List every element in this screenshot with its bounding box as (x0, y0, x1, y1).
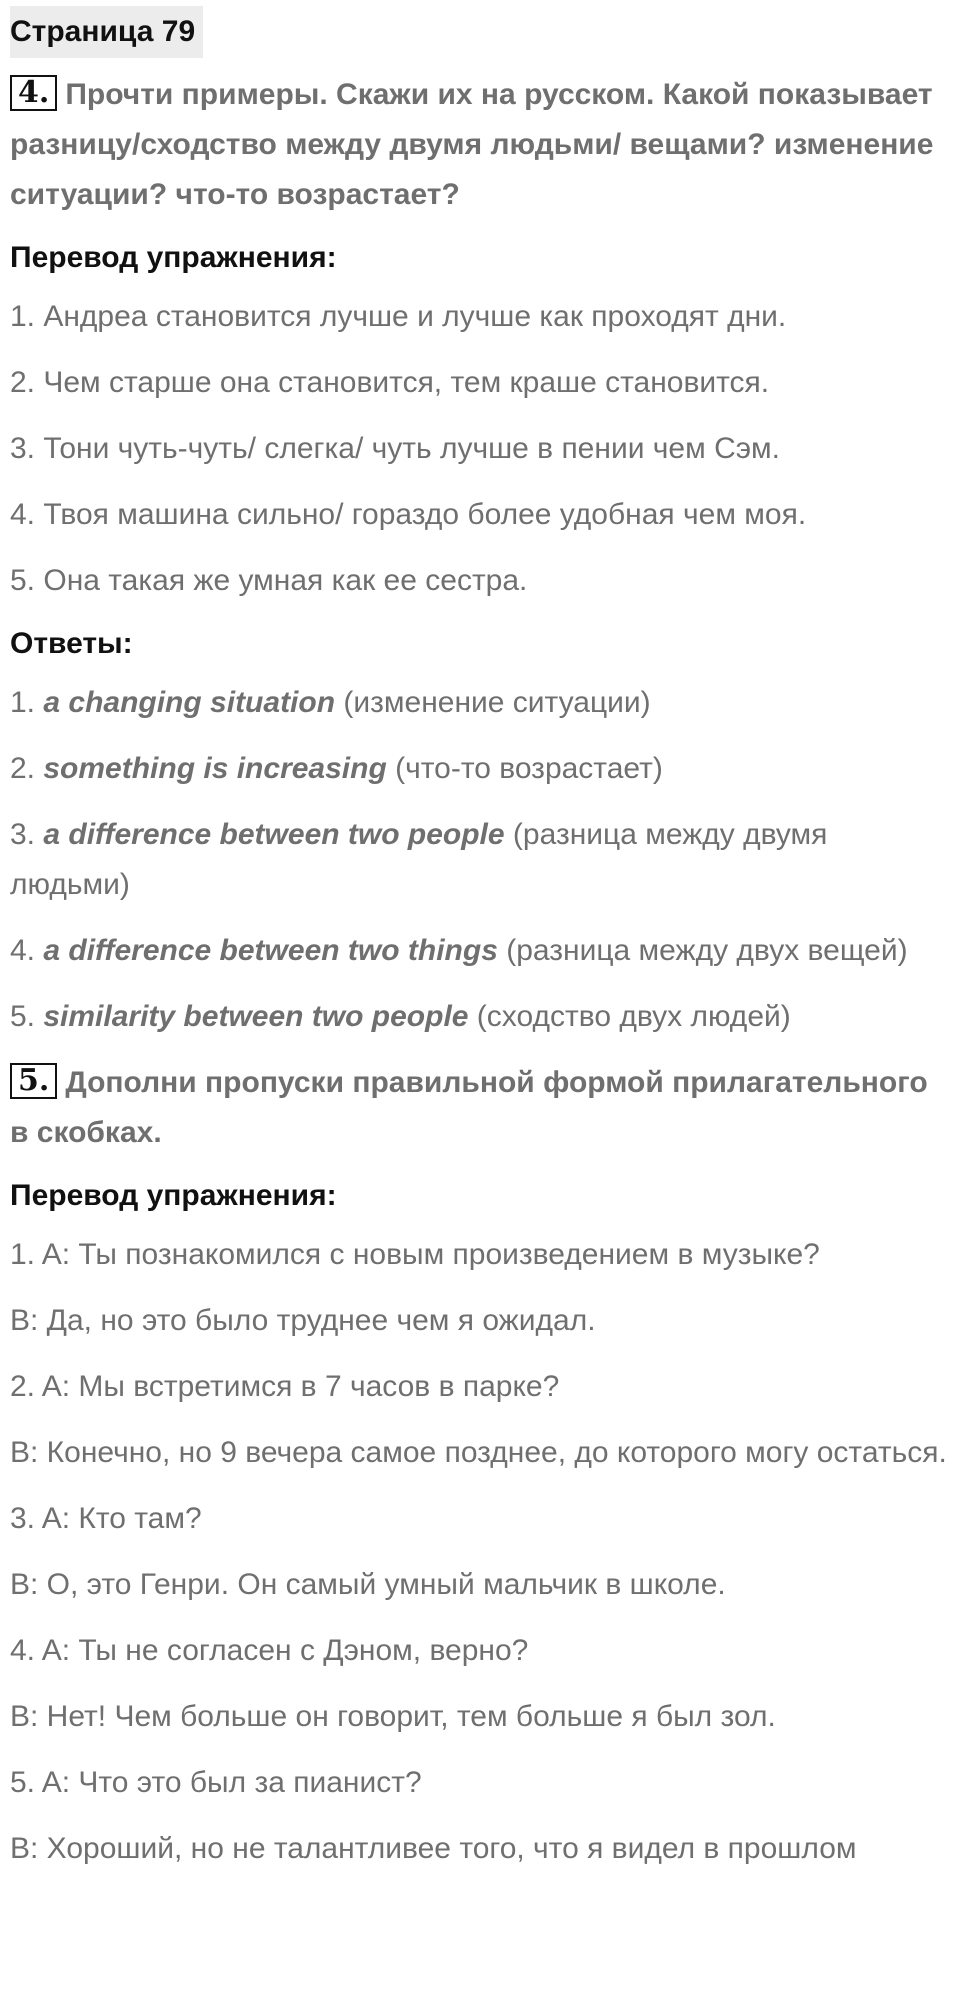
task-4-instruction: Прочти примеры. Скажи их на русском. Какой показывает разницу/сходство между двумя людьми/ вещами? изменение ситуации? что-то возрастает? (10, 78, 934, 211)
answer-item (10, 926, 950, 976)
task-4-translation-line: 3. Тони чуть-чуть/ слегка/ чуть лучше в пении чем Сэм. (10, 432, 780, 465)
task-5-title (10, 1058, 950, 1158)
answer-english: similarity between two people (43, 1000, 469, 1033)
task-5-instruction: Дополни пропуски правильной формой прилагательного в скобках. (10, 1066, 928, 1149)
dialogue-line: 4. A: Ты не согласен с Дэном, верно? (10, 1634, 529, 1667)
dialogue-line: B: Да, но это было труднее чем я ожидал. (10, 1304, 596, 1337)
dialogue-line: 1. A: Ты познакомился с новым произведением в музыке? (10, 1238, 820, 1271)
dialogue-line: B: Нет! Чем больше он говорит, тем больше я был зол. (10, 1700, 776, 1733)
task-4-answers-heading: Ответы: (10, 627, 133, 660)
answer-english: something is increasing (43, 752, 387, 785)
task-4-translation-line: 2. Чем старше она становится, тем краше становится. (10, 366, 770, 399)
answer-english: a difference between two people (43, 818, 505, 851)
answer-russian: (разница между двумя людьми) (10, 818, 828, 901)
task-4-number: 4. (10, 75, 57, 111)
task-4-translation-heading: Перевод упражнения: (10, 241, 337, 274)
dialogue-line: B: О, это Генри. Он самый умный мальчик в школе. (10, 1568, 726, 1601)
page-title: Страница 79 (10, 6, 203, 58)
dialogue-line: 5. A: Что это был за пианист? (10, 1766, 422, 1799)
dialogue-line: B: Конечно, но 9 вечера самое позднее, до которого могу остаться. (10, 1436, 947, 1469)
answer-item (10, 992, 950, 1042)
answer-number: 1. (10, 686, 44, 719)
task-4-translation-line: 5. Она такая же умная как ее сестра. (10, 564, 528, 597)
task-5-number: 5. (10, 1063, 57, 1099)
answer-number: 3. (10, 818, 44, 851)
task-4-title (10, 70, 950, 220)
task-5-translation-heading: Перевод упражнения: (10, 1179, 337, 1212)
dialogue-line: B: Хороший, но не талантливее того, что я видел в прошлом (10, 1832, 857, 1865)
answer-number: 2. (10, 752, 44, 785)
answer-number: 4. (10, 934, 44, 967)
answer-english: a difference between two things (43, 934, 498, 967)
answer-russian: (изменение ситуации) (335, 686, 651, 719)
dialogue-line: 2. A: Мы встретимся в 7 часов в парке? (10, 1370, 560, 1403)
answer-item (10, 744, 950, 794)
page (10, 0, 950, 1890)
task-4-translation-line: 1. Андреа становится лучше и лучше как проходят дни. (10, 300, 787, 333)
answer-russian: (что-то возрастает) (386, 752, 663, 785)
answer-russian: (разница между двух вещей) (497, 934, 908, 967)
answer-english: a changing situation (43, 686, 336, 719)
answer-item (10, 678, 950, 728)
answer-russian: (сходство двух людей) (468, 1000, 791, 1033)
dialogue-line: 3. A: Кто там? (10, 1502, 202, 1535)
answer-number: 5. (10, 1000, 44, 1033)
answer-item (10, 810, 950, 910)
task-4-translation-line: 4. Твоя машина сильно/ гораздо более удобная чем моя. (10, 498, 807, 531)
